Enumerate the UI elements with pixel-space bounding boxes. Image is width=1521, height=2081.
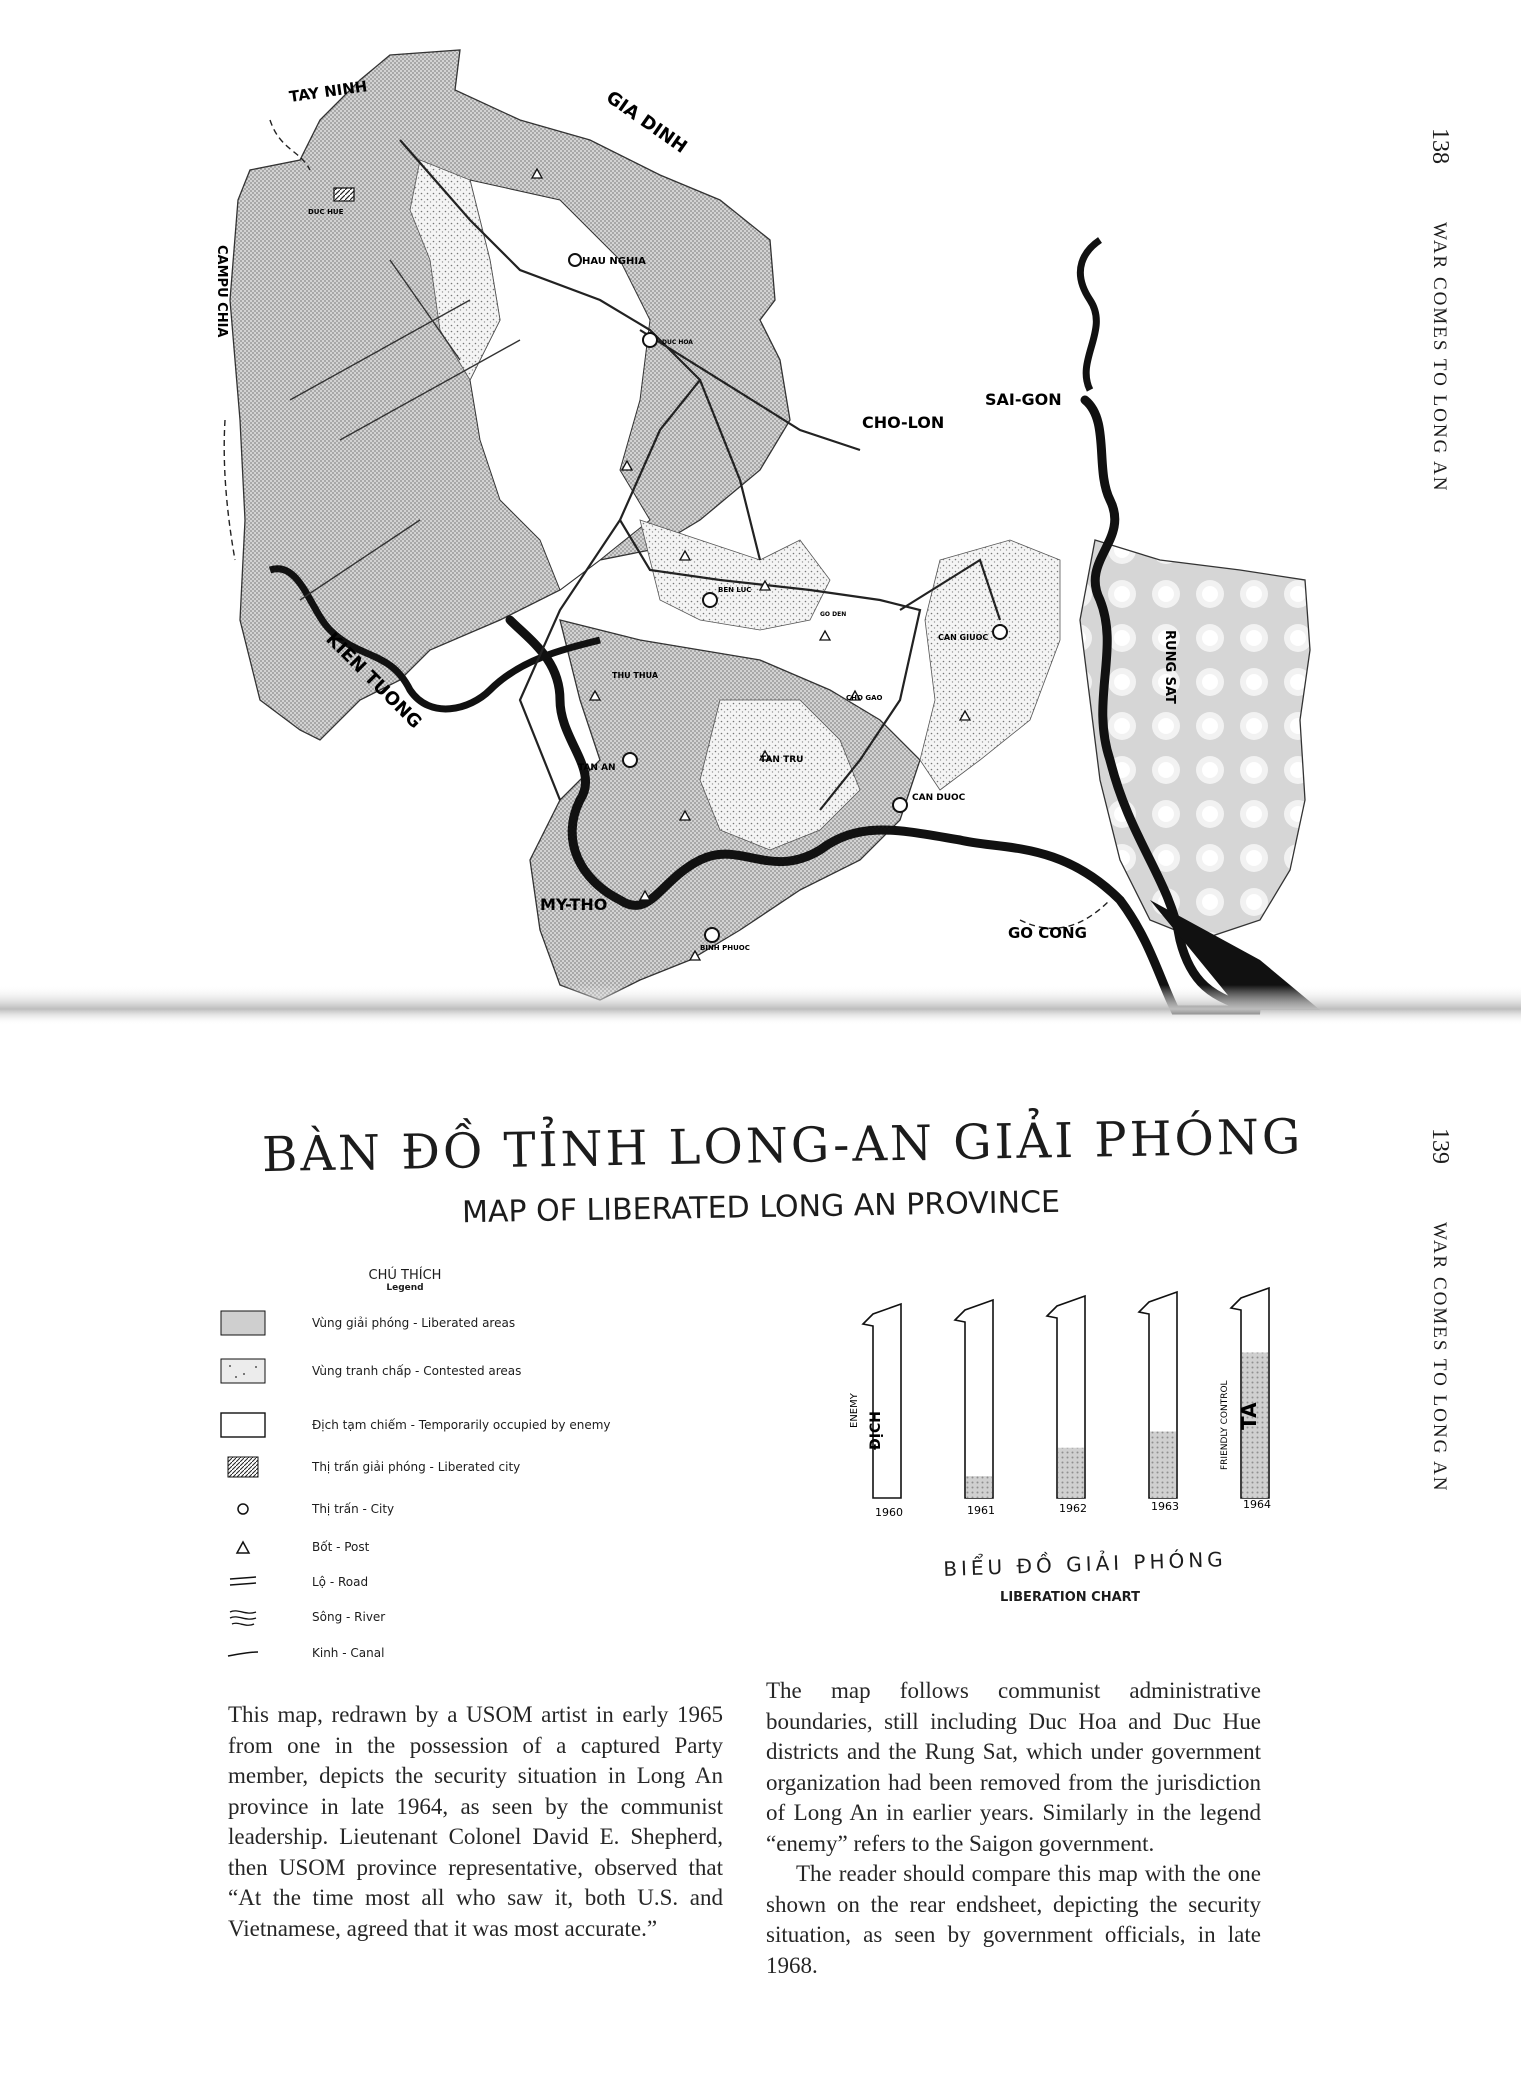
- chart-title-en: LIBERATION CHART: [1000, 1590, 1140, 1605]
- legend-item-river: [218, 1600, 638, 1634]
- label-kien-tuong: KIEN TUONG: [321, 628, 426, 733]
- legend-label: Thị trấn - City: [312, 1502, 395, 1516]
- rung-sat-area: [1080, 540, 1310, 940]
- chart-year-label: 1964: [1243, 1498, 1271, 1511]
- enemy-vn-label: ĐỊCH: [868, 1411, 884, 1450]
- label-can-giuoc: CAN GIUOC: [938, 633, 989, 642]
- chart-bar-fill-1963: [1150, 1432, 1176, 1499]
- chart-year-label: 1963: [1151, 1500, 1179, 1513]
- caption-column-left: [228, 1700, 723, 1944]
- legend-label: Bốt - Post: [312, 1540, 370, 1554]
- liberation-chart: [835, 1280, 1285, 1540]
- chart-title-vn: BIỂU ĐỒ GIẢI PHÓNG: [942, 1547, 1228, 1581]
- label-sai-gon: SAI-GON: [985, 390, 1062, 409]
- legend-label: Địch tạm chiếm - Temporarily occupied by enemy: [312, 1418, 611, 1432]
- page-number-top: 138: [1427, 128, 1453, 164]
- legend-label: Thị trấn giải phóng - Liberated city: [312, 1460, 521, 1474]
- city-can-giuoc: [993, 625, 1007, 639]
- legend-title: [345, 1268, 465, 1293]
- legend-label: Vùng tranh chấp - Contested areas: [312, 1364, 522, 1378]
- running-head-top: WAR COMES TO LONG AN: [1429, 222, 1450, 493]
- enemy-axis-label: ENEMY: [849, 1393, 860, 1428]
- caption-column-right: [766, 1676, 1261, 1981]
- legend-label: Sông - River: [312, 1610, 386, 1624]
- legend-item-liberated: [218, 1306, 638, 1340]
- map-title-english: MAP OF LIBERATED LONG AN PROVINCE: [461, 1184, 1061, 1231]
- label-hau-nghia: HAU NGHIA: [582, 256, 646, 267]
- chart-bar-fill-1962: [1058, 1448, 1084, 1498]
- label-cho-lon: CHO-LON: [862, 413, 945, 432]
- label-my-tho: MY-THO: [540, 895, 608, 914]
- chart-year-label: 1962: [1059, 1502, 1087, 1515]
- caption-paragraph-1: This map, redrawn by a USOM artist in early 1965 from one in the possession of a captured Party member, depicts the security situation in Long An province in late 1964, as seen by the communist leadership. Lieutenant Colonel David E. Shepherd, then USOM province representative, observed that “At the time most all who saw it, both U.S. and Vietnamese, agreed that it was most accurate.”: [228, 1702, 723, 1941]
- label-duc-hue: DUC HUE: [308, 208, 344, 216]
- legend-item-contested: [218, 1354, 638, 1388]
- friendly-vn-label: TA: [1237, 1402, 1261, 1430]
- label-gia-dinh: GIA DINH: [602, 86, 691, 158]
- liberated-city-swatch: [218, 1453, 268, 1481]
- label-go-den: GO DEN: [820, 611, 847, 618]
- legend-item-post: [218, 1530, 638, 1564]
- legend-label: Vùng giải phóng - Liberated areas: [312, 1316, 516, 1330]
- label-rung-sat: RUNG SAT: [1162, 630, 1177, 704]
- post-triangle-icon: [218, 1533, 268, 1561]
- label-thu-thua: THU THUA: [612, 671, 659, 680]
- label-cho-gao: CHO GAO: [846, 694, 883, 702]
- chart-bar-1960: [863, 1304, 901, 1498]
- caption-paragraph-3: The reader should compare this map with the one shown on the rear endsheet, depicting the security situation, as seen by government officials, in late 1968.: [766, 1861, 1261, 1978]
- legend item-liberated-city: [218, 1450, 638, 1484]
- long-an-map: [0, 0, 1521, 1030]
- legend-item-canal: [218, 1636, 638, 1670]
- label-go-cong: GO CONG: [1008, 924, 1087, 942]
- city-hau-nghia: [569, 254, 581, 266]
- legend-label: Kinh - Canal: [312, 1646, 385, 1660]
- label-ben-luc: BEN LUC: [718, 586, 752, 594]
- legend-item-city: [218, 1492, 638, 1526]
- label-can-duoc: CAN DUOC: [912, 793, 966, 803]
- legend-item-road: [218, 1565, 638, 1599]
- label-duc-hoa: DUC HOA: [662, 339, 693, 346]
- caption-paragraph-2: The map follows communist administrative boundaries, still including Duc Hoa and Duc Hue districts and the Rung Sat, which under government organization had been removed from the jurisdiction of Long An in earlier years. Similarly in the legend “enemy” refers to the Saigon government.: [766, 1678, 1261, 1856]
- friendly-axis-label: FRIENDLY CONTROL: [1220, 1380, 1230, 1470]
- city-tan-an: [623, 753, 637, 767]
- running-head-bottom: WAR COMES TO LONG AN: [1429, 1222, 1450, 1493]
- legend-item-enemy: [218, 1408, 638, 1442]
- chart-year-label: 1960: [875, 1506, 903, 1519]
- label-tan-an: TAN AN: [578, 763, 616, 773]
- chart-bar-1961: [955, 1300, 993, 1498]
- enemy-area-swatch: [218, 1411, 268, 1439]
- city-duc-hoa: [643, 333, 657, 347]
- label-binh-phuoc: BINH PHUOC: [700, 944, 750, 952]
- city-binh-phuoc: [705, 928, 719, 942]
- label-tan-tru: TAN TRU: [760, 755, 804, 765]
- page-gutter: [0, 985, 1521, 1025]
- chart-bar-fill-1961: [966, 1476, 992, 1498]
- chart-year-label: 1961: [967, 1504, 995, 1517]
- label-campu-chia: CAMPU CHIA: [214, 245, 229, 338]
- road-lines-icon: [218, 1568, 268, 1596]
- label-tay-ninh: TAY NINH: [288, 77, 369, 106]
- contested-area-swatch: [218, 1357, 268, 1385]
- city-circle-icon: [218, 1495, 268, 1523]
- legend-label: Lộ - Road: [312, 1575, 369, 1589]
- page-number-bottom: 139: [1427, 1128, 1453, 1164]
- liberated-city-duc-hue: [334, 188, 354, 201]
- canal-line-icon: [218, 1639, 268, 1667]
- liberated-area-swatch: [218, 1309, 268, 1337]
- river-lines-icon: [218, 1603, 268, 1631]
- legend-title-vn: CHÚ THÍCH: [368, 1268, 442, 1283]
- saigon-river: [1080, 240, 1100, 390]
- contested-area-ben-luc: [640, 520, 830, 630]
- legend-title-en: Legend: [386, 1283, 424, 1293]
- contested-area-east: [920, 540, 1060, 790]
- city-ben-luc: [703, 593, 717, 607]
- city-can-duoc: [893, 798, 907, 812]
- map-title-vietnamese: BÀN ĐỒ TỈNH LONG-AN GIẢI PHÓNG: [261, 1108, 1304, 1184]
